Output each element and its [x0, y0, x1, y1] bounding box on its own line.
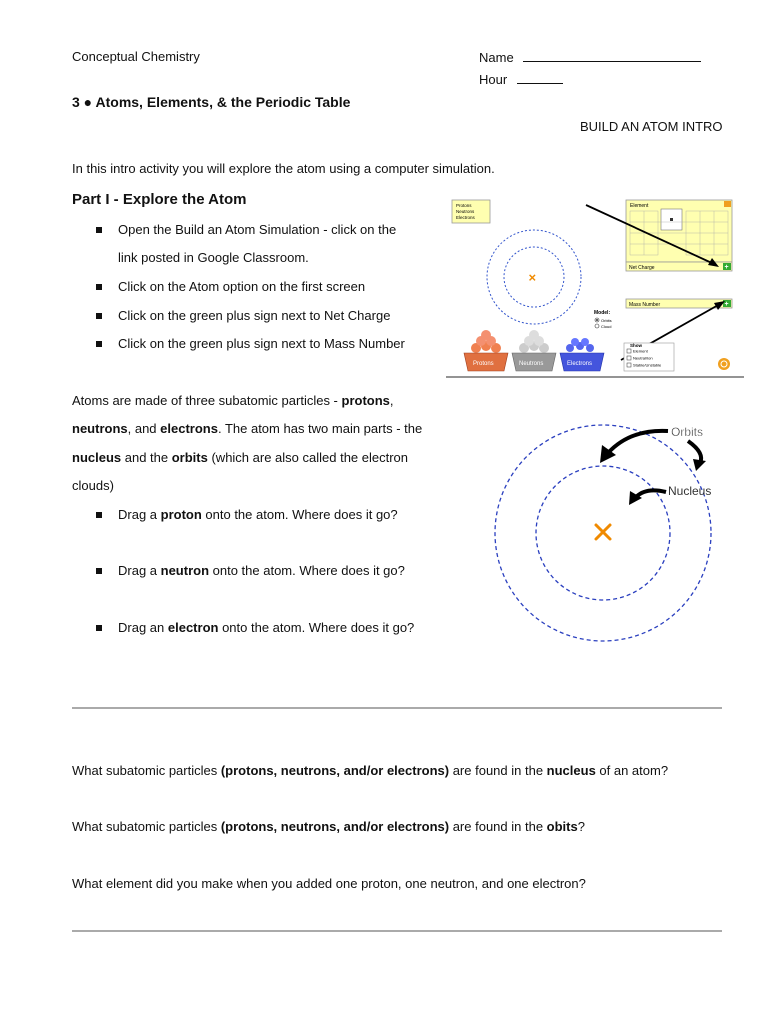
atoms-line-1: Atoms are made of three subatomic particles - protons, [72, 393, 394, 408]
hour-label: Hour [479, 72, 508, 87]
show-neutral-ion-checkbox[interactable] [627, 356, 631, 360]
question-3: What element did you make when you added one proton, one neutron, and one electron? [72, 876, 586, 891]
name-field[interactable] [479, 49, 701, 66]
model-cloud-radio[interactable] [595, 324, 599, 328]
electron-bucket[interactable] [560, 338, 604, 371]
page-subtitle: BUILD AN ATOM INTRO [580, 119, 723, 134]
bullet-icon [96, 568, 102, 574]
orbits-arrow-inner [608, 431, 668, 453]
step-3: Click on the green plus sign next to Net Charge [118, 308, 391, 323]
question-2: What subatomic particles (protons, neutrons, and/or electrons) are found in the obits? [72, 819, 585, 834]
show-element-checkbox[interactable] [627, 349, 631, 353]
section-divider [72, 930, 722, 932]
bucket-neutrons-label: Neutrons [519, 361, 544, 367]
show-option-element: Element [633, 348, 648, 354]
intro-text: In this intro activity you will explore the atom using a computer simulation. [72, 161, 495, 176]
model-label: Model: [594, 310, 611, 316]
term-orbits: orbits [171, 450, 208, 465]
term-nucleus: nucleus [72, 450, 122, 465]
nucleus-label: Nucleus [668, 484, 712, 498]
name-blank[interactable] [523, 49, 701, 62]
nucleus-x-icon: × [528, 270, 537, 285]
show-option-neutral-ion: Neutral/Ion [633, 355, 653, 361]
bullet-icon [96, 512, 102, 518]
bullet-icon [96, 227, 102, 233]
show-stable-checkbox[interactable] [627, 363, 631, 367]
nucleus-x-icon [596, 525, 610, 539]
drag-proton: Drag a proton onto the atom. Where does it go? [118, 507, 398, 522]
bullet-icon [96, 625, 102, 631]
legend-electrons: Electrons [456, 215, 475, 220]
orbits-label: Orbits [671, 425, 704, 439]
bullet-icon [96, 284, 102, 290]
atoms-line-3: nucleus and the orbits (which are also called the electron [72, 450, 409, 465]
bullet-icon [96, 341, 102, 347]
step-4: Click on the green plus sign next to Mass Number [118, 336, 405, 351]
show-option-stable: Stable/Unstable [633, 362, 662, 368]
page-title: 3 ● Atoms, Elements, & the Periodic Table [72, 94, 351, 110]
show-label: Show [630, 343, 642, 348]
simulation-screenshot [446, 195, 744, 379]
reset-icon[interactable] [718, 358, 730, 370]
term-neutrons: neutrons [72, 421, 128, 436]
part1-heading: Part I - Explore the Atom [72, 191, 247, 208]
neutron-bucket[interactable] [512, 330, 556, 371]
hour-field[interactable] [479, 71, 563, 88]
drag-electron: Drag an electron onto the atom. Where does it go? [118, 620, 415, 635]
step-1: Open the Build an Atom Simulation - click on the [118, 222, 397, 237]
bucket-protons-label: Protons [473, 361, 494, 367]
bullet-icon [96, 313, 102, 319]
collapse-icon[interactable] [724, 201, 731, 207]
drag-neutron: Drag a neutron onto the atom. Where does it go? [118, 563, 405, 578]
section-divider [72, 707, 722, 709]
atoms-line-4: clouds) [72, 478, 114, 493]
legend-neutrons: Neutrons [456, 209, 475, 214]
net-charge-label: Net Charge [629, 265, 655, 271]
term-protons: protons [341, 393, 390, 408]
course-name: Conceptual Chemistry [72, 49, 200, 64]
svg-text:+: + [724, 301, 729, 308]
question-1: What subatomic particles (protons, neutrons, and/or electrons) are found in the nucleus of an atom? [72, 763, 669, 778]
element-label: Element [630, 203, 649, 209]
bucket-electrons-label: Electrons [567, 361, 593, 367]
step-2: Click on the Atom option on the first screen [118, 279, 366, 294]
atom-diagram [490, 415, 730, 650]
svg-text:+: + [724, 264, 729, 271]
nucleus-arrow [636, 490, 666, 497]
term-electrons: electrons [160, 421, 218, 436]
mass-number-label: Mass Number [629, 302, 661, 308]
model-option-cloud: Cloud [601, 324, 612, 329]
atoms-line-2: neutrons, and electrons. The atom has two main parts - the [72, 421, 423, 436]
name-label: Name [479, 50, 514, 65]
model-option-orbits: Orbits [601, 318, 612, 323]
proton-bucket[interactable] [464, 330, 508, 371]
hour-blank[interactable] [517, 71, 563, 84]
step-1-cont: link posted in Google Classroom. [118, 250, 309, 265]
legend-protons: Protons [456, 203, 472, 208]
